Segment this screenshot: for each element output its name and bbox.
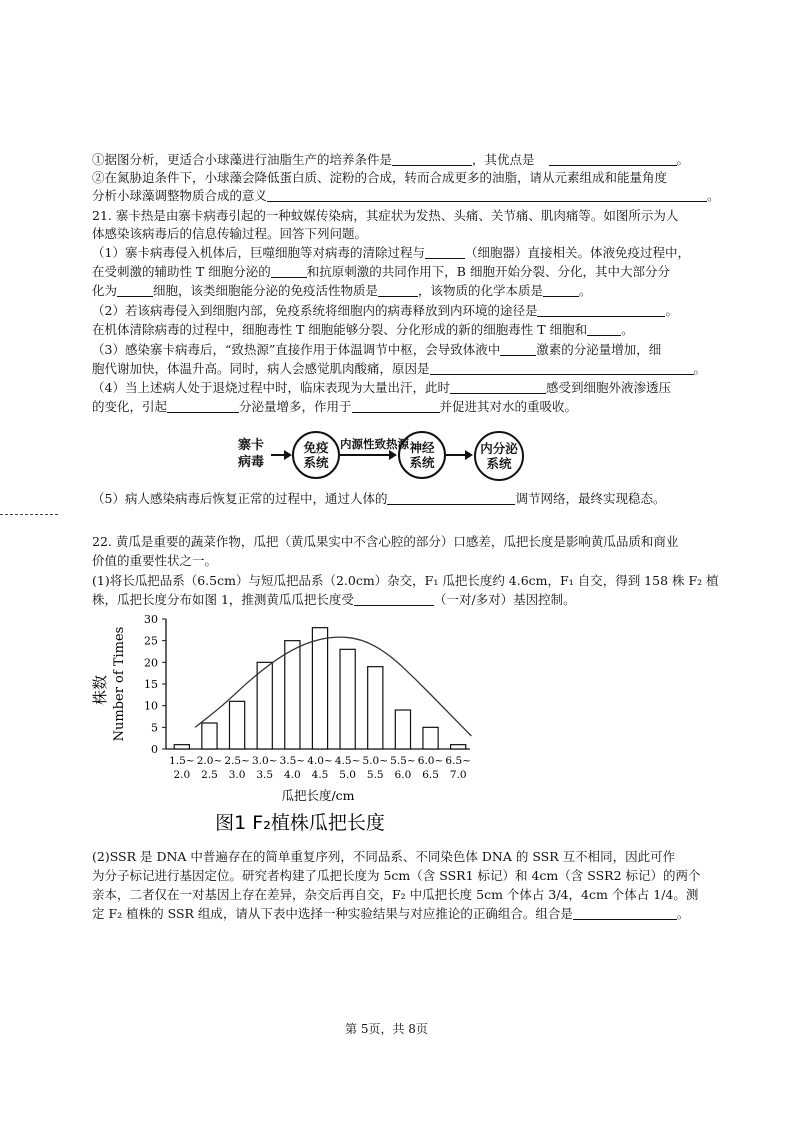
q20-line-1-text-c: 。: [676, 152, 690, 167]
y-axis-label-cn: 株数: [91, 674, 109, 706]
x-tick-label: 6.5: [422, 769, 439, 781]
page-footer: 第 5页，共 8页: [345, 1022, 428, 1036]
q20-line-1-text-a: ①据图分析，更适合小球藻进行油脂生产的培养条件是: [92, 152, 393, 167]
answer-blank[interactable]: [450, 380, 546, 394]
text: （3）感染寨卡病毒后，“致热源”直接作用于体温调节中枢，会导致体液中: [92, 342, 501, 357]
x-tick-label: 4.5~: [334, 755, 361, 767]
arrow-head: [284, 450, 292, 460]
q20-line-3: [92, 187, 720, 205]
arrow-line: [340, 454, 390, 456]
y-tick-label: 5: [151, 721, 158, 735]
answer-blank[interactable]: [267, 188, 707, 202]
bar: [285, 641, 300, 749]
arrow-label: 内源性致热源: [340, 437, 409, 451]
text: 的变化，引起: [92, 399, 168, 414]
info-flow-diagram: [238, 428, 538, 482]
bar: [229, 701, 244, 749]
q21-p1-line-3: [92, 282, 592, 300]
q22-p2-line-4: [92, 905, 689, 923]
bar: [423, 727, 438, 749]
text: 分泌量增多，作用于: [239, 399, 352, 414]
text: 胞代谢加快，体温升高。同时，病人会感觉肌肉酸痛，原因是: [92, 361, 430, 376]
q21-p2-line-2: [92, 321, 634, 339]
answer-blank[interactable]: [167, 399, 239, 413]
text: 株，瓜把长度分布如图 1，推测黄瓜瓜把长度受: [92, 592, 354, 607]
text: （1）寨卡病毒侵入机体后，巨噬细胞等对病毒的清除过程与: [92, 245, 425, 260]
text: （2）若该病毒侵入到细胞内部，免疫系统将细胞内的病毒释放到内环境的途径是: [92, 303, 538, 318]
q21-p1-line-1: [92, 244, 690, 262]
x-tick-label: 3.0~: [251, 755, 278, 767]
bar: [340, 649, 355, 749]
margin-dash: [0, 514, 58, 515]
y-axis-label-en: Number of Times: [112, 626, 127, 742]
text: 感受到细胞外液渗透压: [545, 380, 671, 395]
x-tick-label: 6.5~: [445, 755, 471, 767]
q22-p1-line-2: [92, 591, 576, 609]
text: （一对/多对）基因控制。: [433, 592, 576, 607]
q22-intro-2: 价值的重要性状之一。: [92, 553, 218, 568]
answer-blank[interactable]: [500, 342, 536, 356]
text: 细胞，该类细胞能分泌的免疫活性物质是: [153, 283, 379, 298]
bar: [451, 745, 466, 749]
q20-line-2: ②在氮胁迫条件下，小球藻会降低蛋白质、淀粉的合成，转而合成更多的油脂，请从元素组成和能量角度: [92, 170, 668, 185]
y-tick-label: 20: [144, 656, 158, 670]
q20-line-1-text-b: ，其优点是: [472, 152, 535, 167]
answer-blank[interactable]: [587, 322, 621, 336]
answer-blank[interactable]: [537, 303, 665, 317]
y-tick-label: 10: [144, 699, 158, 713]
answer-blank[interactable]: [387, 491, 515, 505]
q20-line-1: [92, 151, 689, 169]
x-tick-label: 3.0: [228, 769, 246, 781]
bar: [368, 667, 383, 749]
text: 定 F₂ 植株的 SSR 组成，请从下表中选择一种实验结果与对应推论的正确组合。组合是: [92, 906, 573, 921]
answer-blank[interactable]: [425, 245, 465, 259]
text: （4）当上述病人处于退烧过程中时，临床表现为大量出汗，此时: [92, 380, 450, 395]
q21-p3-line-1: [92, 341, 661, 359]
q21-p3-line-2: [92, 360, 706, 378]
bar: [395, 710, 410, 749]
answer-blank[interactable]: [354, 592, 434, 606]
arrow-line: [446, 454, 467, 456]
bar: [312, 628, 327, 749]
x-tick-label: 2.0: [173, 769, 191, 781]
x-tick-label: 5.0: [339, 769, 356, 781]
fit-curve: [195, 637, 471, 736]
node-endocrine-system: [474, 431, 524, 481]
q21-p4-line-1: [92, 379, 671, 397]
q21-intro-1: 21. 寨卡热是由寨卡病毒引起的一种蚊媒传染病，其症状为发热、头痛、关节痛、肌肉痛等。如图所示为人: [92, 208, 679, 223]
x-tick-label: 5.5: [366, 769, 384, 781]
answer-blank[interactable]: [549, 152, 677, 166]
y-tick-label: 25: [144, 634, 158, 648]
arrow-head: [389, 450, 397, 460]
x-tick-label: 6.0: [394, 769, 412, 781]
text: 。: [621, 322, 634, 337]
x-tick-label: 5.0~: [362, 755, 389, 767]
y-tick-label: 15: [144, 678, 158, 691]
x-tick-label: 4.0~: [307, 755, 333, 767]
x-tick-label: 7.0: [449, 769, 467, 781]
answer-blank[interactable]: [430, 361, 694, 375]
answer-blank[interactable]: [573, 906, 677, 920]
node-label: 免疫 系统: [303, 440, 329, 470]
q22-p1-line-1: (1)将长瓜把品系（6.5cm）与短瓜把品系（2.0cm）杂交，F₁ 瓜把长度约 4.6cm，F₁ 自交，得到 158 株 F₂ 植: [92, 573, 719, 588]
q22-p2-line-2: 为分子标记进行基因定位。研究者构建了瓜把长度为 5cm（含 SSR1 标记）和 4cm（含 SSR2 标记）的两个: [92, 868, 701, 883]
text: 调节网络，最终实现稳态。: [515, 491, 666, 506]
text: 在机体清除病毒的过程中，细胞毒性 T 细胞能够分裂、分化形成的新的细胞毒性 T 细胞和: [92, 322, 588, 337]
node-immune-system: [292, 431, 340, 479]
x-tick-label: 3.5~: [279, 755, 306, 767]
q20-line-3-text-a: 分析小球藻调整物质合成的意义: [92, 188, 268, 203]
answer-blank[interactable]: [543, 283, 579, 297]
q21-p4-line-2: [92, 398, 577, 416]
bar: [174, 745, 189, 749]
text: 并促进其对水的重吸收。: [439, 399, 578, 414]
x-tick-label: 3.5: [256, 769, 274, 781]
text: 化为: [92, 283, 118, 298]
x-tick-label: 2.5~: [224, 755, 250, 767]
text: 和抗原刺激的共同作用下，B 细胞开始分裂、分化，其中大部分分: [306, 264, 670, 279]
x-tick-label: 2.0~: [196, 755, 223, 767]
answer-blank[interactable]: [117, 283, 153, 297]
text: 。: [579, 283, 592, 298]
chart-title: 图1 F₂植株瓜把长度: [215, 812, 385, 834]
x-tick-label: 1.5~: [169, 755, 195, 767]
q21-p1-line-2: [92, 263, 670, 281]
x-tick-label: 4.0: [284, 769, 301, 781]
q21-p2-line-1: [92, 302, 678, 320]
text: （细胞器）直接相关。体液免疫过程中，: [464, 245, 690, 260]
node-label: 内分泌 系统: [480, 441, 518, 471]
text: 。: [665, 303, 678, 318]
node-label: 神经 系统: [409, 440, 435, 470]
arrow-line: [271, 454, 285, 456]
q21-intro-2: 体感染该病毒后的信息传输过程。回答下列问题。: [92, 226, 368, 241]
x-tick-label: 5.5~: [390, 755, 416, 767]
bar: [202, 723, 217, 749]
q22-p2-line-3: 亲本，二者仅在一对基因上存在差异，杂交后再自交，F₂ 中瓜把长度 5cm 个体占 3/4，4cm 个体占 1/4。测: [92, 887, 699, 902]
answer-blank[interactable]: [271, 264, 307, 278]
q21-p5: [92, 490, 665, 508]
x-tick-label: 2.5: [201, 769, 218, 781]
q20-line-3-text-b: 。: [707, 188, 720, 203]
arrow-head: [465, 450, 473, 460]
virus-label: 寨卡 病毒: [238, 438, 265, 470]
x-tick-label: 6.0~: [417, 755, 444, 767]
answer-blank[interactable]: [378, 283, 418, 297]
node-nervous-system: [398, 431, 446, 479]
y-tick-label: 30: [144, 613, 158, 626]
text: ，该物质的化学本质是: [418, 283, 544, 298]
answer-blank[interactable]: [392, 152, 472, 166]
q22-intro-1: 22. 黄瓜是重要的蔬菜作物，瓜把（黄瓜果实中不含心腔的部分）口感差，瓜把长度是影响黄瓜品质和商业: [92, 534, 679, 549]
x-tick-label: 4.5: [311, 769, 329, 781]
text: 。: [693, 361, 707, 376]
x-axis-label: 瓜把长度/cm: [281, 788, 355, 803]
text: （5）病人感染病毒后恢复正常的过程中，通过人体的: [92, 491, 388, 506]
y-tick-label: 0: [151, 743, 158, 756]
bar: [257, 662, 272, 749]
text: 激素的分泌量增加，细: [536, 342, 662, 357]
text: 在受刺激的辅助性 T 细胞分泌的: [92, 264, 271, 279]
answer-blank[interactable]: [352, 399, 440, 413]
text: 。: [676, 906, 690, 921]
q22-p2-line-1: (2)SSR 是 DNA 中普遍存在的简单重复序列，不同品系、不同染色体 DNA 的 SSR 互不相同，因此可作: [92, 849, 676, 864]
